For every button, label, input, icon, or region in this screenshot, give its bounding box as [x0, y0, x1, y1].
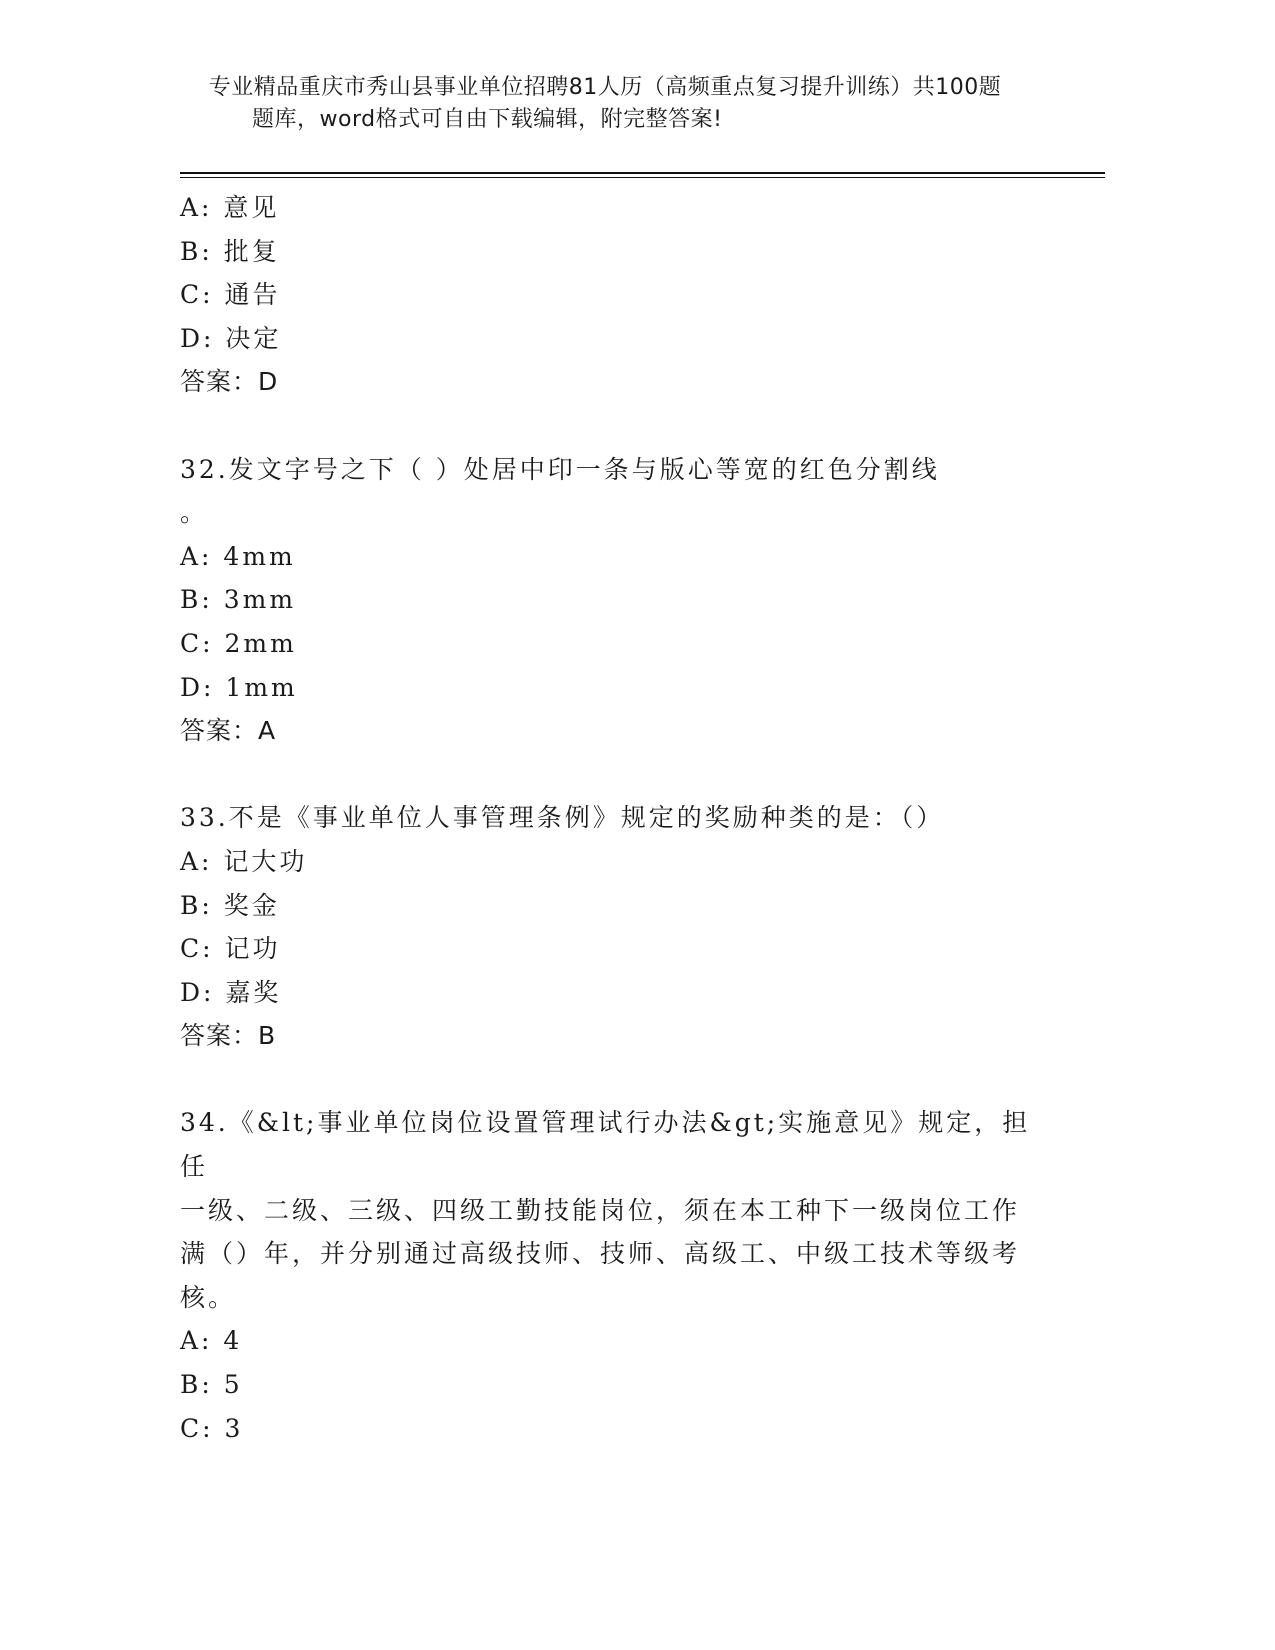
- question-stem-line-3: 满（）年，并分别通过高级技师、技师、高级工、中级工技术等级考: [180, 1239, 1021, 1269]
- question-stem-continued: 。: [180, 498, 209, 528]
- answer: 答案：B: [180, 1021, 277, 1051]
- question-stem: 32.发文字号之下（ ）处居中印一条与版心等宽的红色分割线: [180, 454, 940, 484]
- header-rule-thin: [180, 177, 1105, 178]
- page-header: [180, 72, 1030, 136]
- header-title-line-2: 题库，word格式可自由下载编辑，附完整答案!: [252, 107, 723, 132]
- option-d: D: 嘉奖: [180, 977, 282, 1007]
- option-c: C: 通告: [180, 280, 281, 310]
- option-b: B: 3mm: [180, 585, 297, 615]
- answer: 答案：A: [180, 716, 277, 746]
- spacer: [180, 1058, 1040, 1102]
- spacer: [180, 404, 1040, 448]
- option-c: C: 3: [180, 1413, 244, 1443]
- option-c: C: 2mm: [180, 628, 297, 658]
- option-a: A: 记大功: [180, 846, 308, 876]
- question-34: [180, 1101, 1040, 1450]
- question-32: [180, 448, 1040, 753]
- question-stem-line-1: 34.《&lt;事业单位岗位设置管理试行办法&gt;实施意见》规定，担任: [180, 1108, 1031, 1182]
- header-title-line-1: 专业精品重庆市秀山县事业单位招聘81人历（高频重点复习提升训练）共100题: [208, 75, 1002, 100]
- question-list: [180, 186, 1040, 1450]
- option-d: D: 1mm: [180, 672, 298, 702]
- option-d: D: 决定: [180, 323, 282, 353]
- question-block-prev: [180, 186, 1040, 404]
- question-33: [180, 796, 1040, 1058]
- option-a: A: 4mm: [180, 541, 296, 571]
- option-b: B: 5: [180, 1370, 243, 1400]
- answer: 答案：D: [180, 367, 279, 397]
- option-a: A: 4: [180, 1326, 243, 1356]
- option-b: B: 批复: [180, 236, 280, 266]
- option-b: B: 奖金: [180, 890, 280, 920]
- option-c: C: 记功: [180, 934, 281, 964]
- question-stem: 33.不是《事业单位人事管理条例》规定的奖励种类的是：（）: [180, 803, 945, 833]
- question-stem-line-4: 核。: [180, 1282, 237, 1312]
- spacer: [180, 753, 1040, 797]
- question-stem-line-2: 一级、二级、三级、四级工勤技能岗位，须在本工种下一级岗位工作: [180, 1195, 1021, 1225]
- header-rule-thick: [180, 172, 1105, 174]
- option-a: A: 意见: [180, 193, 280, 222]
